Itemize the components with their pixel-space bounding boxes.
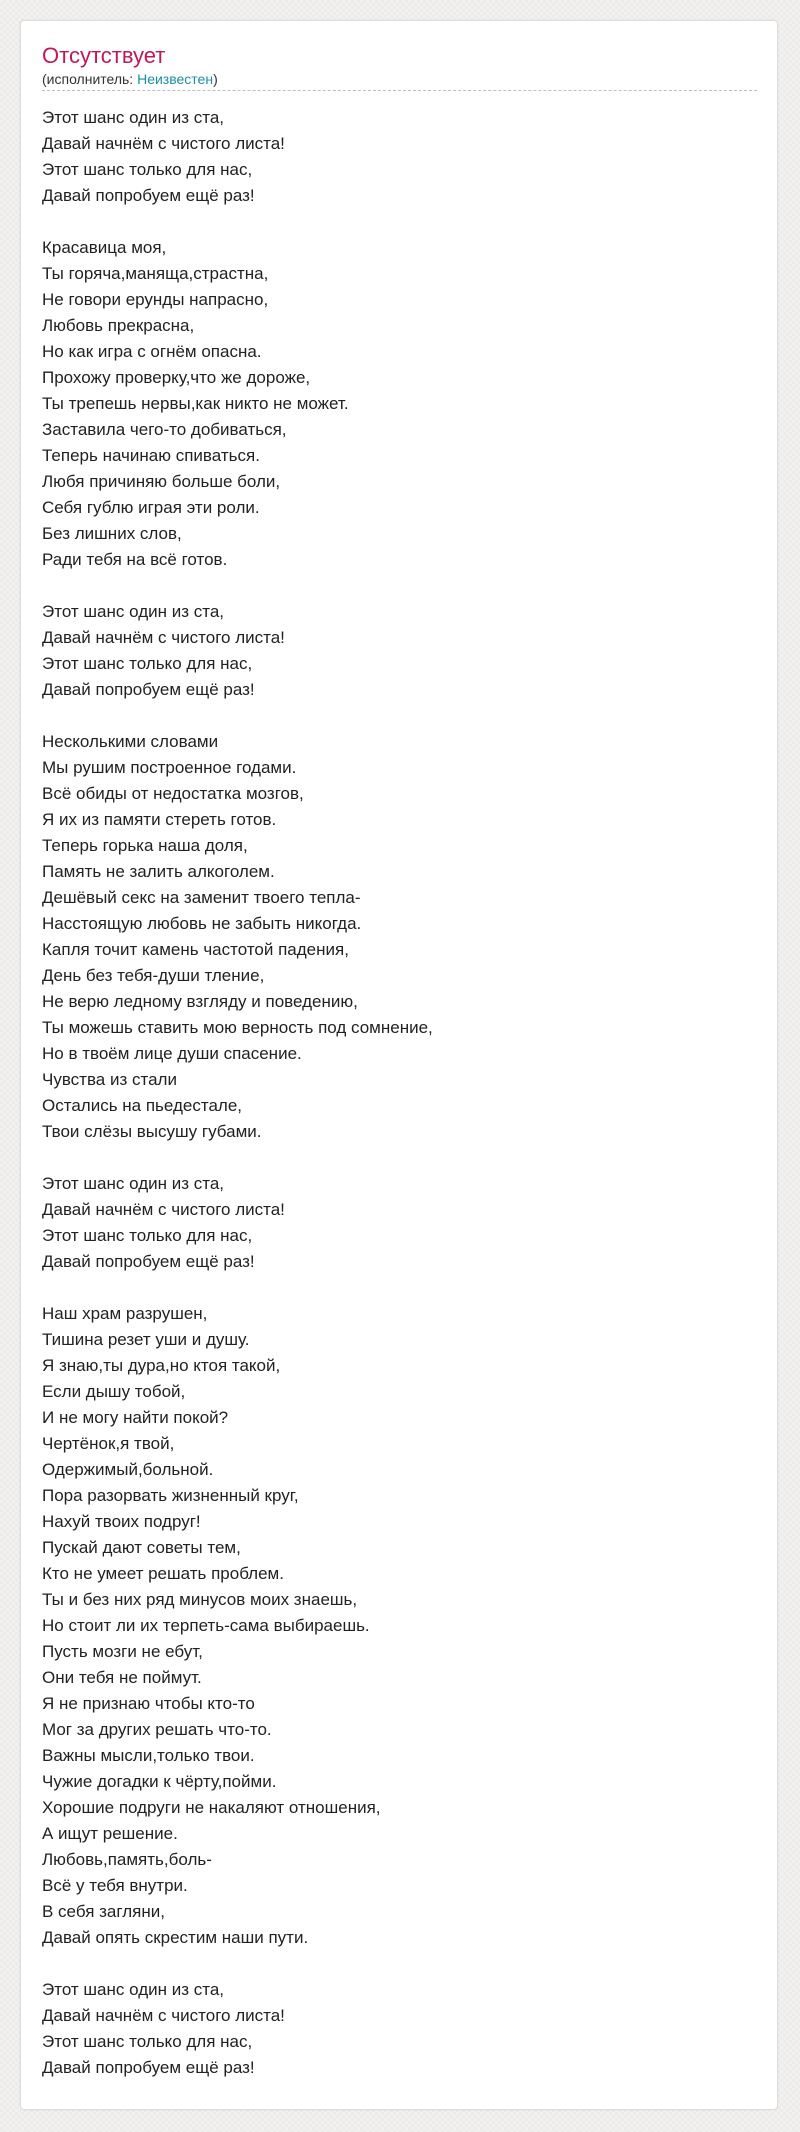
lyric-line: Мог за других решать что-то. [42, 1720, 272, 1739]
lyric-line: А ищут решение. [42, 1824, 178, 1843]
lyrics-body [42, 105, 762, 2107]
lyric-line: Теперь начинаю спиваться. [42, 446, 260, 465]
lyric-line: Давай попробуем ещё раз! [42, 680, 255, 699]
lyric-line: Наш храм разрушен, [42, 1304, 208, 1323]
lyric-line: Любя причиняю больше боли, [42, 472, 281, 491]
lyric-line: Прохожу проверку,что же дороже, [42, 368, 311, 387]
lyric-line: Мы рушим построенное годами. [42, 758, 297, 777]
lyrics-card [20, 20, 778, 2110]
lyric-line: Дешёвый секс на заменит твоего тепла- [42, 888, 361, 907]
verse [42, 729, 762, 1145]
lyric-line: Этот шанс один из ста, [42, 1980, 225, 1999]
lyric-line: День без тебя-души тление, [42, 966, 265, 985]
lyric-line: Но стоит ли их терпеть-сама выбираешь. [42, 1616, 370, 1635]
lyric-line: Хорошие подруги не накаляют отношения, [42, 1798, 381, 1817]
lyric-line: Этот шанс один из ста, [42, 108, 225, 127]
lyric-line: Красавица моя, [42, 238, 167, 257]
lyric-line: Если дышу тобой, [42, 1382, 186, 1401]
artist-link[interactable]: Неизвестен [137, 71, 214, 87]
lyric-line: Несколькими словами [42, 732, 219, 751]
lyric-line: Давай попробуем ещё раз! [42, 2058, 255, 2077]
lyric-line: Остались на пьедестале, [42, 1096, 242, 1115]
artist-line [42, 71, 757, 91]
lyric-line: Теперь горька наша доля, [42, 836, 248, 855]
lyric-line: Всё обиды от недостатка мозгов, [42, 784, 304, 803]
lyric-line: Давай попробуем ещё раз! [42, 186, 255, 205]
lyric-line: Я не признаю чтобы кто-то [42, 1694, 255, 1713]
lyric-line: Чувства из стали [42, 1070, 177, 1089]
lyric-line: Этот шанс один из ста, [42, 1174, 225, 1193]
lyric-line: Капля точит камень частотой падения, [42, 940, 349, 959]
lyric-line: Любовь прекрасна, [42, 316, 195, 335]
lyric-line: Насстоящую любовь не забыть никогда. [42, 914, 362, 933]
verse [42, 1301, 762, 1951]
lyric-line: Давай попробуем ещё раз! [42, 1252, 255, 1271]
lyric-line: Себя гублю играя эти роли. [42, 498, 260, 517]
verse [42, 235, 762, 573]
lyric-line: Этот шанс только для нас, [42, 1226, 253, 1245]
lyric-line: Ради тебя на всё готов. [42, 550, 228, 569]
lyric-line: Твои слёзы высушу губами. [42, 1122, 262, 1141]
lyric-line: Но как игра с огнём опасна. [42, 342, 262, 361]
lyric-line: Давай начнём с чистого листа! [42, 628, 285, 647]
lyric-line: Ты и без них ряд минусов моих знаешь, [42, 1590, 358, 1609]
verse [42, 1977, 762, 2081]
verse [42, 1171, 762, 1275]
lyric-line: Нахуй твоих подруг! [42, 1512, 201, 1531]
lyric-line: Память не залить алкоголем. [42, 862, 275, 881]
lyric-line: Ты можешь ставить мою верность под сомнение, [42, 1018, 433, 1037]
lyric-line: Этот шанс только для нас, [42, 2032, 253, 2051]
lyric-line: В себя загляни, [42, 1902, 165, 1921]
lyric-line: Но в твоём лице души спасение. [42, 1044, 302, 1063]
lyric-line: Чертёнок,я твой, [42, 1434, 175, 1453]
lyric-line: Без лишних слов, [42, 524, 182, 543]
lyric-line: Давай начнём с чистого листа! [42, 2006, 285, 2025]
lyric-line: Они тебя не поймут. [42, 1668, 202, 1687]
lyric-line: Давай опять скрестим наши пути. [42, 1928, 309, 1947]
lyric-line: Я их из памяти стереть готов. [42, 810, 277, 829]
lyric-line: Этот шанс только для нас, [42, 160, 253, 179]
lyric-line: И не могу найти покой? [42, 1408, 229, 1427]
lyric-line: Давай начнём с чистого листа! [42, 134, 285, 153]
lyric-line: Любовь,память,боль- [42, 1850, 212, 1869]
song-title: Отсутствует [42, 43, 166, 68]
lyric-line: Ты трепешь нервы,как никто не может. [42, 394, 349, 413]
artist-suffix: ) [213, 71, 218, 87]
lyric-line: Пусть мозги не ебут, [42, 1642, 203, 1661]
lyric-line: Одержимый,больной. [42, 1460, 214, 1479]
lyric-line: Заставила чего-то добиваться, [42, 420, 287, 439]
lyric-line: Тишина резет уши и душу. [42, 1330, 250, 1349]
lyric-line: Не говори ерунды напрасно, [42, 290, 269, 309]
lyric-line: Чужие догадки к чёрту,пойми. [42, 1772, 277, 1791]
lyric-line: Всё у тебя внутри. [42, 1876, 188, 1895]
lyric-line: Важны мысли,только твои. [42, 1746, 255, 1765]
lyric-line: Пора разорвать жизненный круг, [42, 1486, 299, 1505]
lyric-line: Кто не умеет решать проблем. [42, 1564, 284, 1583]
lyric-line: Этот шанс только для нас, [42, 654, 253, 673]
lyric-line: Я знаю,ты дура,но ктоя такой, [42, 1356, 281, 1375]
verse [42, 105, 762, 209]
lyric-line: Ты горяча,маняща,страстна, [42, 264, 269, 283]
lyric-line: Этот шанс один из ста, [42, 602, 225, 621]
verse [42, 599, 762, 703]
lyric-line: Не верю ледному взгляду и поведению, [42, 992, 358, 1011]
lyric-line: Пускай дают советы тем, [42, 1538, 241, 1557]
lyric-line: Давай начнём с чистого листа! [42, 1200, 285, 1219]
artist-prefix: (исполнитель: [42, 71, 138, 87]
